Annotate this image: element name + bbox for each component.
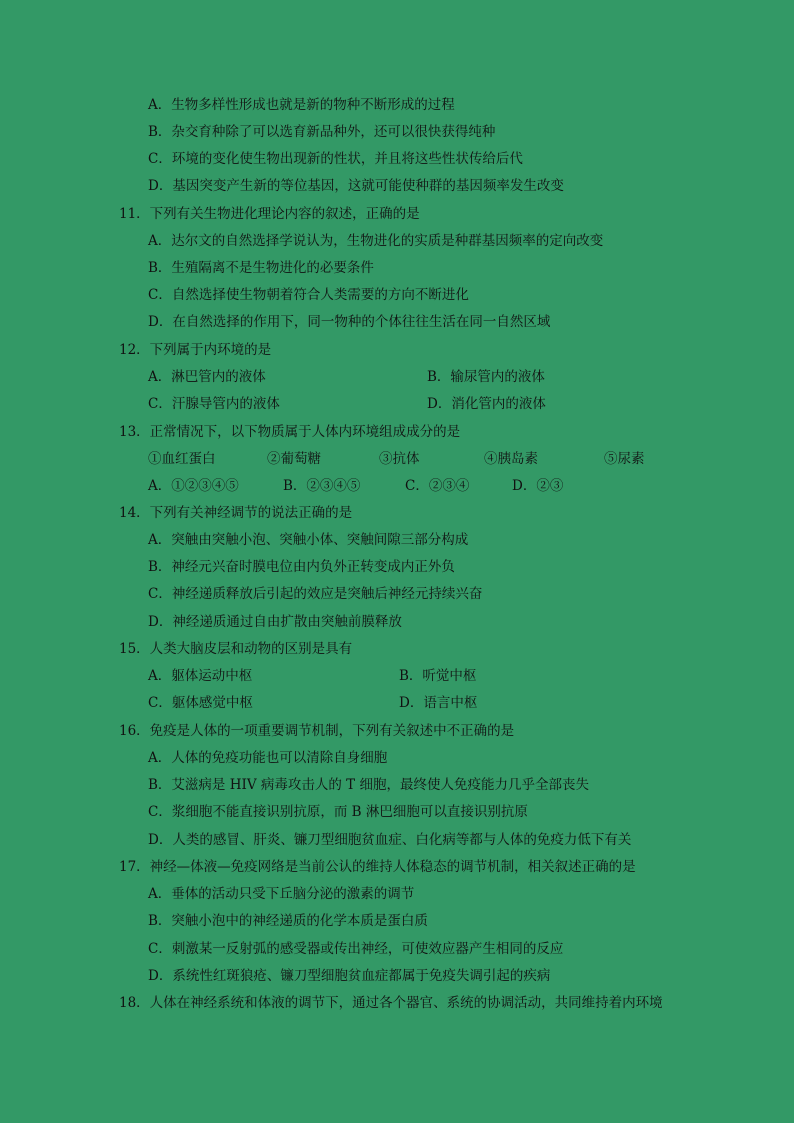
q11-option-b: B．生殖隔离不是生物进化的必要条件 (148, 260, 374, 276)
q13-option-d: D．②③ (512, 478, 564, 494)
option-c: C．环境的变化使生物出现新的性状，并且将这些性状传给后代 (148, 151, 523, 167)
q16-option-c: C．浆细胞不能直接识别抗原，而 B 淋巴细胞可以直接识别抗原 (148, 804, 528, 820)
q14-option-a: A．突触由突触小泡、突触小体、突触间隙三部分构成 (148, 532, 469, 548)
q15-option-c: C．躯体感觉中枢 (148, 695, 253, 711)
q13-item-2: ②葡萄糖 (267, 451, 321, 467)
option-d: D．基因突变产生新的等位基因，这就可能使种群的基因频率发生改变 (148, 178, 564, 194)
q13-option-b: B．②③④⑤ (283, 478, 361, 494)
q17-option-d: D．系统性红斑狼疮、镰刀型细胞贫血症都属于免疫失调引起的疾病 (148, 968, 551, 984)
q12-option-c: C．汗腺导管内的液体 (148, 396, 280, 412)
q13-item-4: ④胰岛素 (484, 451, 538, 467)
option-b: B．杂交育种除了可以选育新品种外，还可以很快获得纯种 (148, 124, 496, 140)
q11-option-c: C．自然选择使生物朝着符合人类需要的方向不断进化 (148, 287, 469, 303)
q16-option-a: A．人体的免疫功能也可以清除自身细胞 (148, 750, 388, 766)
q14-option-d: D．神经递质通过自由扩散由突触前膜释放 (148, 614, 402, 630)
q11-option-d: D．在自然选择的作用下，同一物种的个体往往生活在同一自然区域 (148, 314, 551, 330)
q17-option-a: A．垂体的活动只受下丘脑分泌的激素的调节 (148, 886, 415, 902)
q13-option-c: C．②③④ (405, 478, 470, 494)
q13-item-5: ⑤尿素 (604, 451, 645, 467)
q16-option-d: D．人类的感冒、肝炎、镰刀型细胞贫血症、白化病等都与人体的免疫力低下有关 (148, 832, 632, 848)
q17-option-c: C．刺激某一反射弧的感受器或传出神经，可使效应器产生相同的反应 (148, 941, 564, 957)
q14-option-b: B．神经元兴奋时膜电位由内负外正转变成内正外负 (148, 559, 455, 575)
question-15-stem: 15．人类大脑皮层和动物的区别是具有 (119, 641, 353, 657)
question-11-stem: 11．下列有关生物进化理论内容的叙述，正确的是 (119, 206, 420, 222)
q12-option-d: D．消化管内的液体 (427, 396, 546, 412)
q13-item-1: ①血红蛋白 (148, 451, 216, 467)
q17-option-b: B．突触小泡中的神经递质的化学本质是蛋白质 (148, 913, 428, 929)
q15-option-b: B．听觉中枢 (399, 668, 477, 684)
question-17-stem: 17．神经—体液—免疫网络是当前公认的维持人体稳态的调节机制，相关叙述正确的是 (119, 859, 636, 875)
q13-option-a: A．①②③④⑤ (148, 478, 239, 494)
q16-option-b: B．艾滋病是 HIV 病毒攻击人的 T 细胞，最终使人免疫能力几乎全部丧失 (148, 777, 589, 793)
q11-option-a: A．达尔文的自然选择学说认为，生物进化的实质是种群基因频率的定向改变 (148, 233, 604, 249)
q12-option-b: B．输尿管内的液体 (427, 369, 545, 385)
question-12-stem: 12．下列属于内环境的是 (119, 342, 272, 358)
q12-option-a: A．淋巴管内的液体 (148, 369, 266, 385)
q15-option-d: D．语言中枢 (399, 695, 478, 711)
q15-option-a: A．躯体运动中枢 (148, 668, 253, 684)
q14-option-c: C．神经递质释放后引起的效应是突触后神经元持续兴奋 (148, 586, 483, 602)
question-13-stem: 13．正常情况下，以下物质属于人体内环境组成成分的是 (119, 424, 461, 440)
question-18-stem: 18．人体在神经系统和体液的调节下，通过各个器官、系统的协调活动，共同维持着内环境 (119, 995, 663, 1011)
q13-item-3: ③抗体 (379, 451, 420, 467)
question-14-stem: 14．下列有关神经调节的说法正确的是 (119, 505, 353, 521)
question-16-stem: 16．免疫是人体的一项重要调节机制，下列有关叙述中不正确的是 (119, 723, 515, 739)
option-a: A．生物多样性形成也就是新的物种不断形成的过程 (148, 97, 455, 113)
